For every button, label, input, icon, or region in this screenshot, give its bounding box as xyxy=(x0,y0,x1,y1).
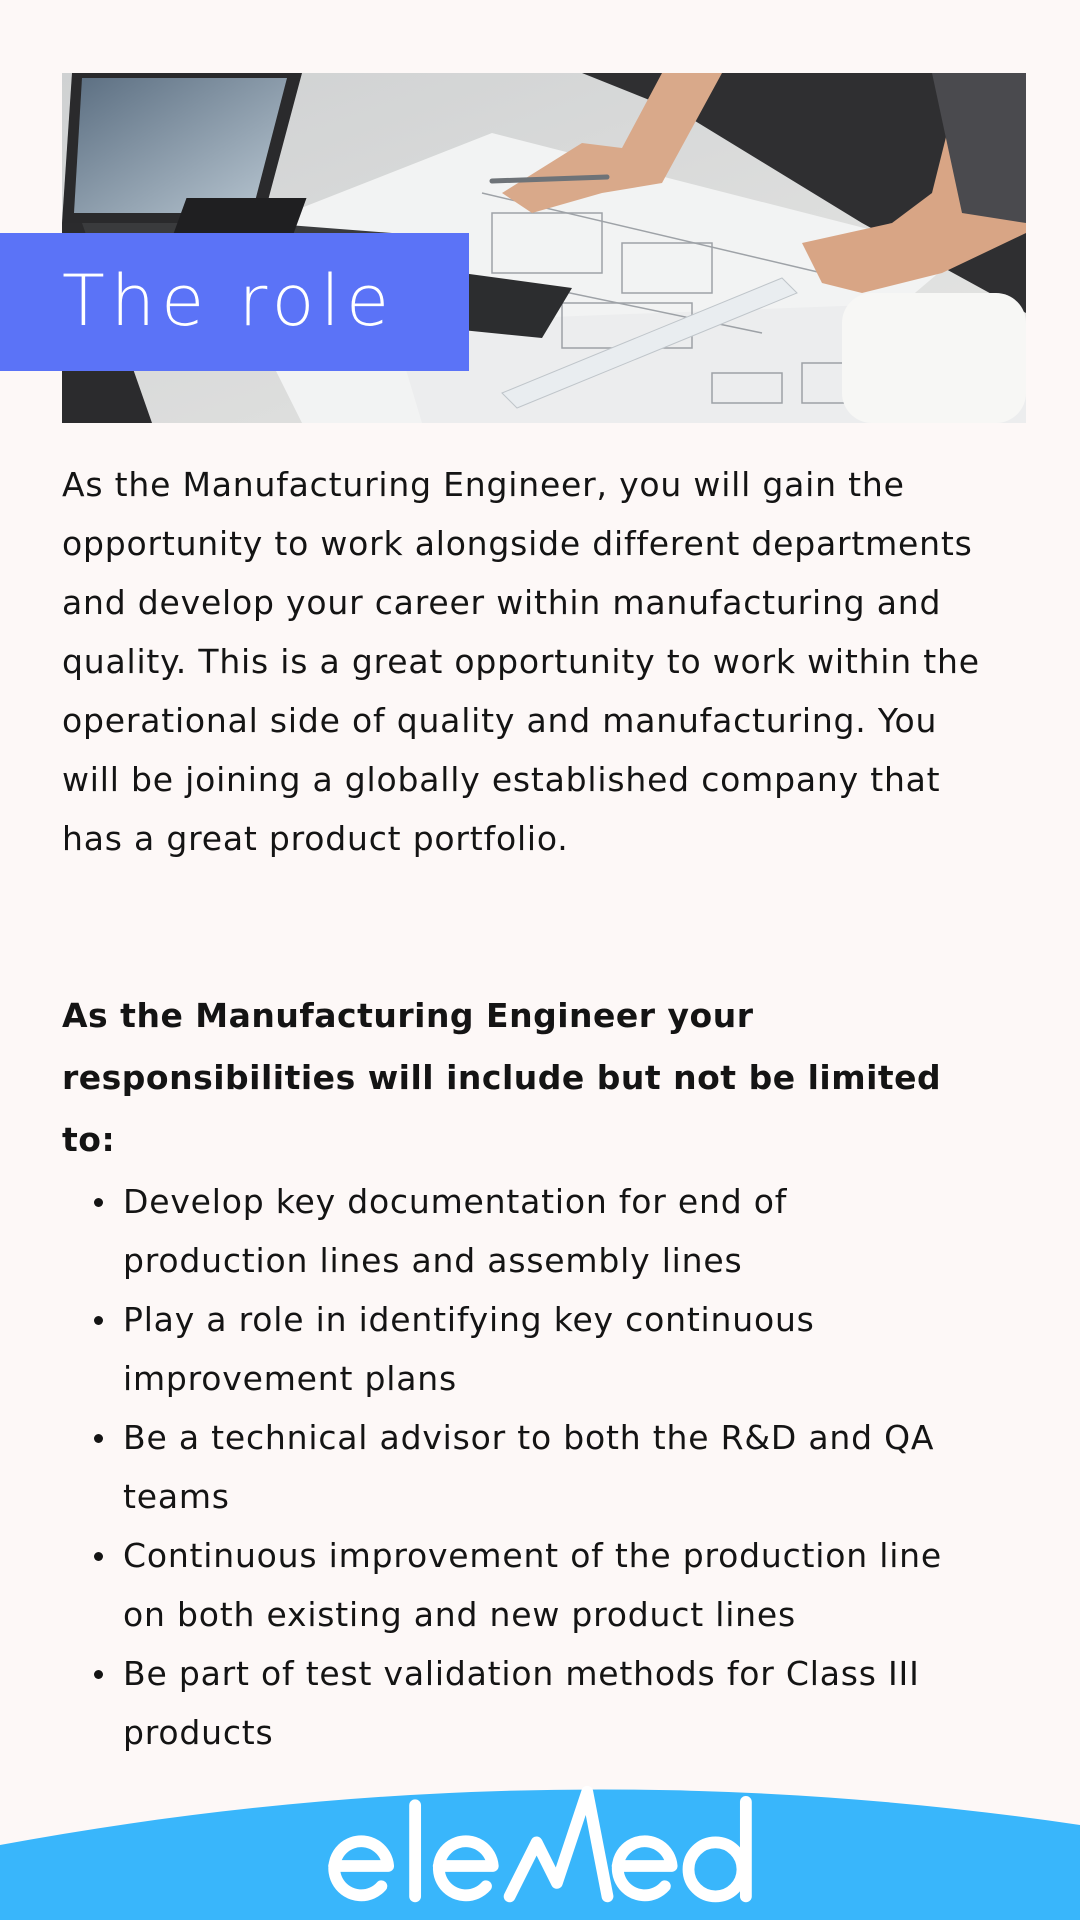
bullet-icon xyxy=(94,1198,103,1207)
list-item xyxy=(62,1526,982,1644)
responsibilities-list xyxy=(62,1172,982,1762)
footer-band xyxy=(0,1785,1080,1920)
bullet-icon xyxy=(94,1670,103,1679)
page-title: The role xyxy=(62,260,396,342)
list-item-text: Be part of test validation methods for Class III products xyxy=(123,1654,920,1752)
bullet-icon xyxy=(94,1434,103,1443)
list-item-text: Develop key documentation for end of production lines and assembly lines xyxy=(123,1182,788,1280)
intro-paragraph: As the Manufacturing Engineer, you will gain the opportunity to work alongside different departments and develop your career within manufacturing and quality. This is a great opportunity to work within the operational side of quality and manufacturing. You will be joining a globally established company that has a great product portfolio. xyxy=(62,465,980,858)
title-banner xyxy=(0,233,469,371)
list-item xyxy=(62,1644,982,1762)
list-item xyxy=(62,1290,982,1408)
bullet-icon xyxy=(94,1552,103,1561)
list-item-text: Be a technical advisor to both the R&D and QA teams xyxy=(123,1418,935,1516)
responsibilities-heading: As the Manufacturing Engineer your responsibilities will include but not be limited to: xyxy=(62,996,942,1159)
bullet-icon xyxy=(94,1316,103,1325)
list-item-text: Continuous improvement of the production line on both existing and new product lines xyxy=(123,1536,942,1634)
list-item xyxy=(62,1172,982,1290)
elemed-logo xyxy=(0,1785,1080,1920)
list-item xyxy=(62,1408,982,1526)
list-item-text: Play a role in identifying key continuous improvement plans xyxy=(123,1300,815,1398)
